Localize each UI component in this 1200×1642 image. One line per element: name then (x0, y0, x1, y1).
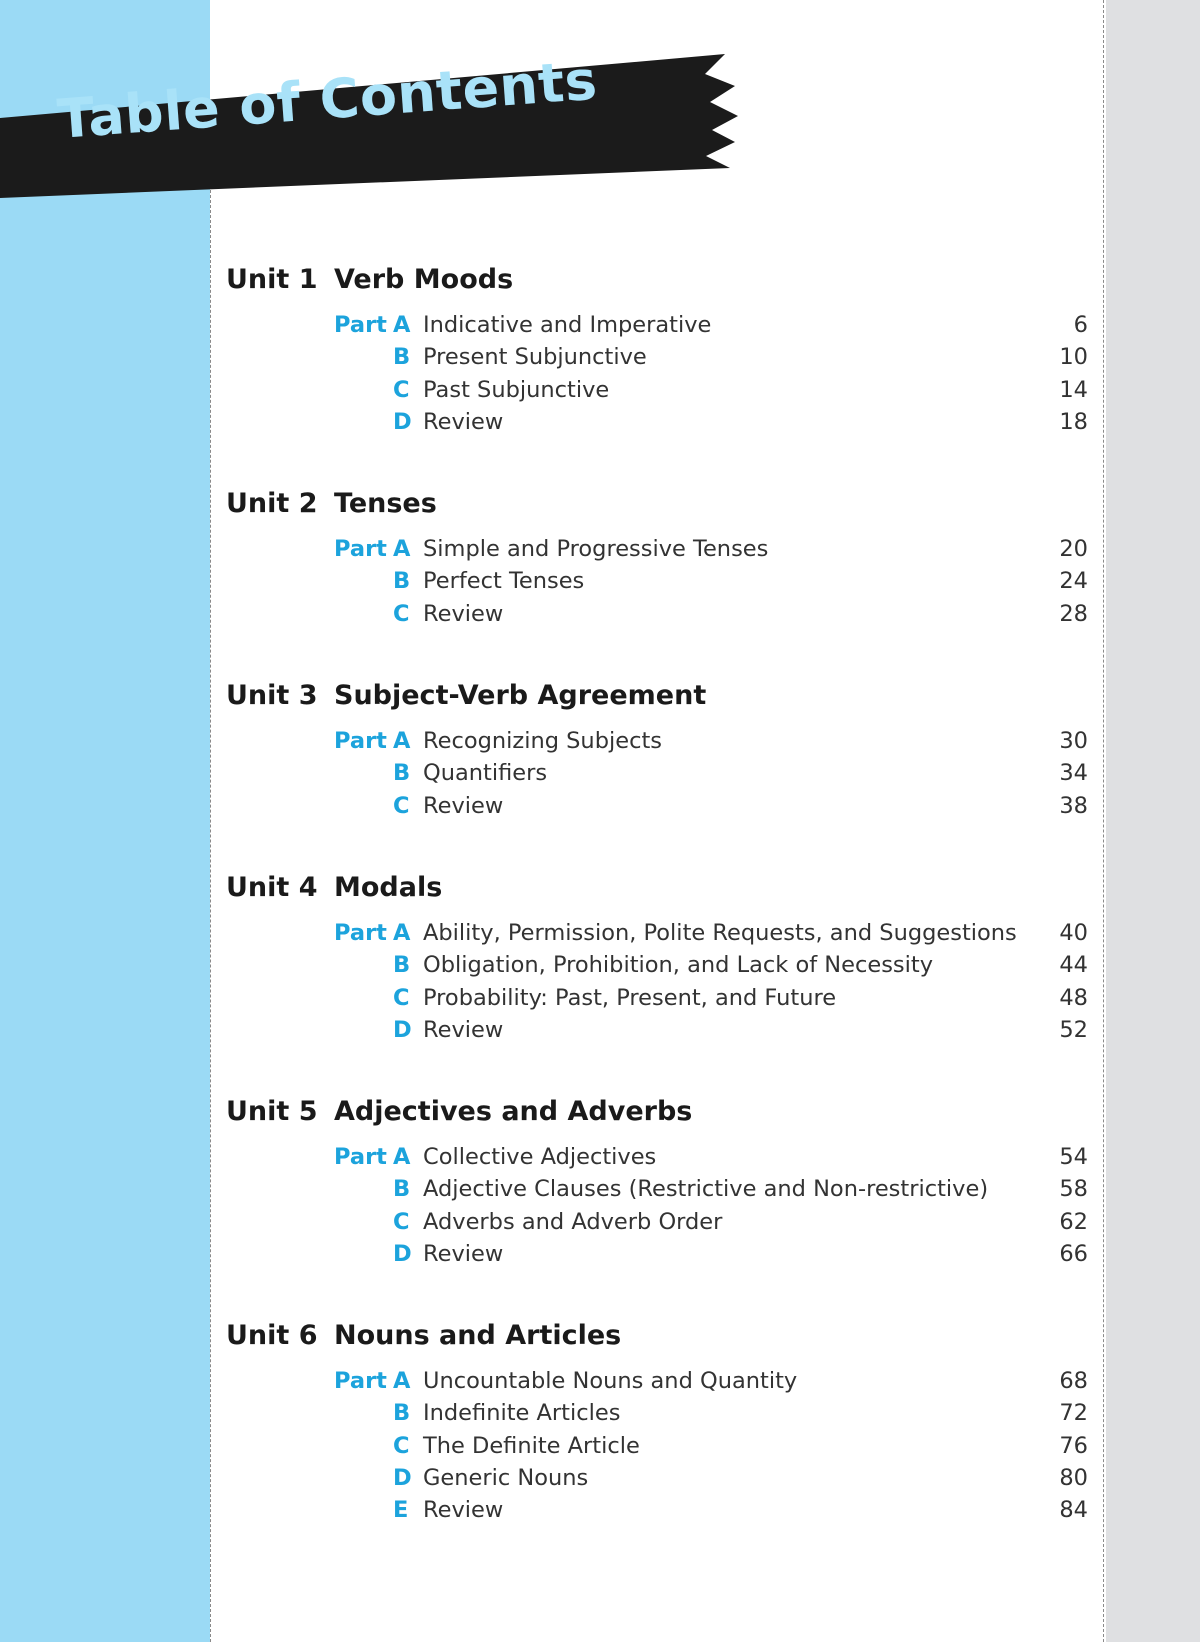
page-number: 14 (1059, 376, 1088, 403)
toc-entry[interactable] (0, 1176, 1200, 1208)
entry-title: Simple and Progressive Tenses (423, 536, 769, 562)
part-letter: B (393, 1400, 411, 1427)
part-letter: B (393, 1176, 411, 1203)
part-label: Part (334, 920, 387, 946)
part-letter: C (393, 600, 410, 627)
part-letter: C (393, 1432, 410, 1459)
entry-title: Uncountable Nouns and Quantity (423, 1368, 798, 1394)
toc-entry[interactable] (0, 1209, 1200, 1241)
part-letter: C (393, 1208, 410, 1235)
part-letter: A (393, 920, 411, 946)
unit-number: Unit 3 (226, 680, 318, 711)
toc-entry[interactable] (0, 601, 1200, 633)
page-number: 44 (1059, 952, 1088, 979)
page-number: 30 (1059, 728, 1088, 754)
entry-title: Review (423, 1497, 504, 1524)
toc-entry[interactable] (0, 1017, 1200, 1049)
entry-title: Quantifiers (423, 760, 548, 787)
part-letter: A (393, 728, 411, 754)
toc-entry[interactable] (0, 1368, 1200, 1400)
page-number: 72 (1059, 1400, 1088, 1427)
part-label: Part (334, 728, 387, 754)
toc-entry[interactable] (0, 1400, 1200, 1432)
entry-title: Obligation, Prohibition, and Lack of Necessity (423, 952, 934, 979)
toc-entry[interactable] (0, 985, 1200, 1017)
entry-title: Indicative and Imperative (423, 312, 712, 338)
toc-entry[interactable] (0, 920, 1200, 952)
toc-entry[interactable] (0, 1497, 1200, 1529)
entry-title: Review (423, 792, 504, 819)
page-number: 58 (1059, 1176, 1088, 1203)
entry-title: Recognizing Subjects (423, 728, 662, 754)
toc-entry[interactable] (0, 568, 1200, 600)
page-number: 80 (1059, 1464, 1088, 1491)
toc-entry[interactable] (0, 952, 1200, 984)
toc-entry[interactable] (0, 536, 1200, 568)
entry-title: Review (423, 600, 504, 627)
toc-entry[interactable] (0, 1465, 1200, 1497)
page-number: 10 (1059, 344, 1088, 371)
unit-number: Unit 4 (226, 872, 318, 903)
page-number: 24 (1059, 568, 1088, 595)
part-letter: D (393, 408, 412, 435)
unit-title: Nouns and Articles (334, 1320, 622, 1351)
part-letter: B (393, 952, 411, 979)
entry-title: Past Subjunctive (423, 376, 610, 403)
unit-number: Unit 6 (226, 1320, 318, 1351)
page-number: 54 (1059, 1144, 1088, 1170)
entry-title: Ability, Permission, Polite Requests, and Suggestions (423, 920, 1017, 946)
entry-title: Collective Adjectives (423, 1144, 657, 1170)
toc-entry[interactable] (0, 1433, 1200, 1465)
part-label: Part (334, 1368, 387, 1394)
part-letter: B (393, 568, 411, 595)
entry-title: Adverbs and Adverb Order (423, 1208, 723, 1235)
page-number: 84 (1059, 1497, 1088, 1524)
page-number: 76 (1059, 1432, 1088, 1459)
toc-entry[interactable] (0, 312, 1200, 344)
toc-entry[interactable] (0, 760, 1200, 792)
unit-number: Unit 5 (226, 1096, 318, 1127)
toc-entry[interactable] (0, 344, 1200, 376)
entry-title: Present Subjunctive (423, 344, 647, 371)
entry-title: Generic Nouns (423, 1464, 589, 1491)
page-number: 68 (1059, 1368, 1088, 1394)
toc-entry[interactable] (0, 409, 1200, 441)
unit-number: Unit 2 (226, 488, 318, 519)
part-letter: A (393, 1144, 411, 1170)
page-number: 6 (1073, 312, 1088, 338)
part-letter: B (393, 760, 411, 787)
unit-title: Modals (334, 872, 443, 903)
page-number: 40 (1059, 920, 1088, 946)
page-number: 38 (1059, 792, 1088, 819)
unit-number: Unit 1 (226, 264, 318, 295)
page-number: 66 (1059, 1240, 1088, 1267)
part-letter: C (393, 376, 410, 403)
part-letter: D (393, 1240, 412, 1267)
page-number: 18 (1059, 408, 1088, 435)
page-number: 34 (1059, 760, 1088, 787)
unit-title: Subject-Verb Agreement (334, 680, 707, 711)
page-number: 20 (1059, 536, 1088, 562)
part-letter: C (393, 984, 410, 1011)
toc-entry[interactable] (0, 1144, 1200, 1176)
entry-title: Adjective Clauses (Restrictive and Non-restrictive) (423, 1176, 989, 1203)
page-number: 52 (1059, 1016, 1088, 1043)
page-title: Table of Contents (55, 48, 600, 152)
page-number: 28 (1059, 600, 1088, 627)
entry-title: Perfect Tenses (423, 568, 585, 595)
page-number: 48 (1059, 984, 1088, 1011)
part-letter: D (393, 1016, 412, 1043)
part-letter: A (393, 536, 411, 562)
entry-title: Review (423, 1240, 504, 1267)
part-letter: A (393, 312, 411, 338)
part-label: Part (334, 312, 387, 338)
entry-title: Probability: Past, Present, and Future (423, 984, 837, 1011)
entry-title: The Definite Article (423, 1432, 640, 1459)
unit-title: Tenses (334, 488, 437, 519)
unit-title: Verb Moods (334, 264, 514, 295)
part-letter: C (393, 792, 410, 819)
part-letter: A (393, 1368, 411, 1394)
part-letter: B (393, 344, 411, 371)
entry-title: Review (423, 408, 504, 435)
toc-entry[interactable] (0, 1241, 1200, 1273)
entry-title: Review (423, 1016, 504, 1043)
part-label: Part (334, 536, 387, 562)
toc-entry[interactable] (0, 793, 1200, 825)
part-letter: E (393, 1497, 409, 1524)
part-label: Part (334, 1144, 387, 1170)
toc-entry[interactable] (0, 377, 1200, 409)
entry-title: Indefinite Articles (423, 1400, 621, 1427)
toc-entry[interactable] (0, 728, 1200, 760)
unit-title: Adjectives and Adverbs (334, 1096, 693, 1127)
part-letter: D (393, 1464, 412, 1491)
page-number: 62 (1059, 1208, 1088, 1235)
